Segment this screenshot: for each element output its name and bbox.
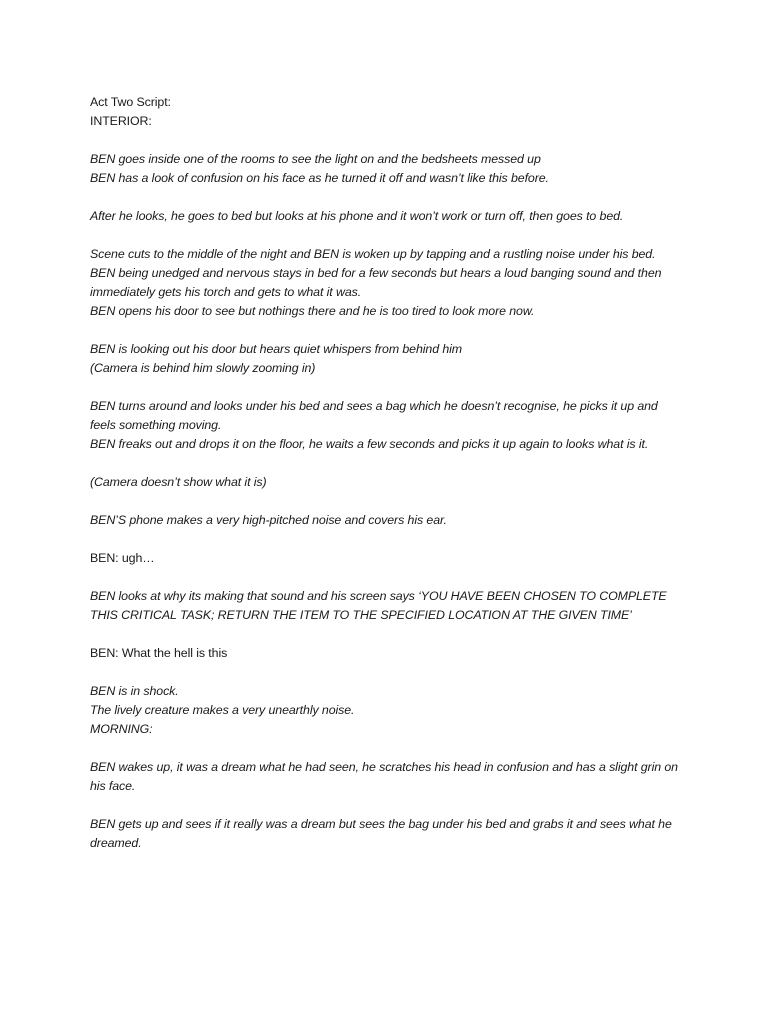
action-line: The lively creature makes a very unearthly noise. bbox=[90, 703, 355, 717]
action-line: BEN being unedged and nervous stays in bed for a few seconds but hears a loud banging sound and then immediately gets his torch and gets to what it was. bbox=[90, 266, 662, 299]
script-heading: Act Two Script: bbox=[90, 95, 171, 109]
action-line: BEN is in shock. bbox=[90, 684, 179, 698]
scene-heading-interior: INTERIOR: bbox=[90, 114, 152, 128]
action-line: BEN is looking out his door but hears quiet whispers from behind him bbox=[90, 342, 462, 356]
camera-direction: (Camera is behind him slowly zooming in) bbox=[90, 361, 316, 375]
action-line: BEN gets up and sees if it really was a dream but sees the bag under his bed and grabs it and sees what he dreamed. bbox=[90, 817, 672, 850]
camera-direction: (Camera doesn’t show what it is) bbox=[90, 475, 267, 489]
action-line: BEN wakes up, it was a dream what he had seen, he scratches his head in confusion and has a slight grin on his face. bbox=[90, 760, 678, 793]
action-line: After he looks, he goes to bed but looks at his phone and it won’t work or turn off, then goes to bed. bbox=[90, 209, 624, 223]
action-line: Scene cuts to the middle of the night and BEN is woken up by tapping and a rustling noise under his bed. bbox=[90, 247, 656, 261]
action-line: BEN goes inside one of the rooms to see the light on and the bedsheets messed up bbox=[90, 152, 541, 166]
action-line: BEN opens his door to see but nothings there and he is too tired to look more now. bbox=[90, 304, 535, 318]
action-line: BEN freaks out and drops it on the floor, he waits a few seconds and picks it up again to looks what is it. bbox=[90, 437, 649, 451]
action-line: BEN has a look of confusion on his face as he turned it off and wasn’t like this before. bbox=[90, 171, 549, 185]
action-line: BEN looks at why its making that sound and his screen says ‘YOU HAVE BEEN CHOSEN TO COMPLETE THIS CRITICAL TASK; RETURN THE ITEM TO THE SPECIFIED LOCATION AT THE GIVEN TIME’ bbox=[90, 589, 667, 622]
action-line: BEN’S phone makes a very high-pitched noise and covers his ear. bbox=[90, 513, 447, 527]
script-body bbox=[90, 93, 680, 853]
dialogue-line: BEN: ugh… bbox=[90, 551, 155, 565]
scene-heading-morning: MORNING: bbox=[90, 722, 153, 736]
action-line: BEN turns around and looks under his bed and sees a bag which he doesn’t recognise, he picks it up and feels something moving. bbox=[90, 399, 658, 432]
dialogue-line: BEN: What the hell is this bbox=[90, 646, 228, 660]
